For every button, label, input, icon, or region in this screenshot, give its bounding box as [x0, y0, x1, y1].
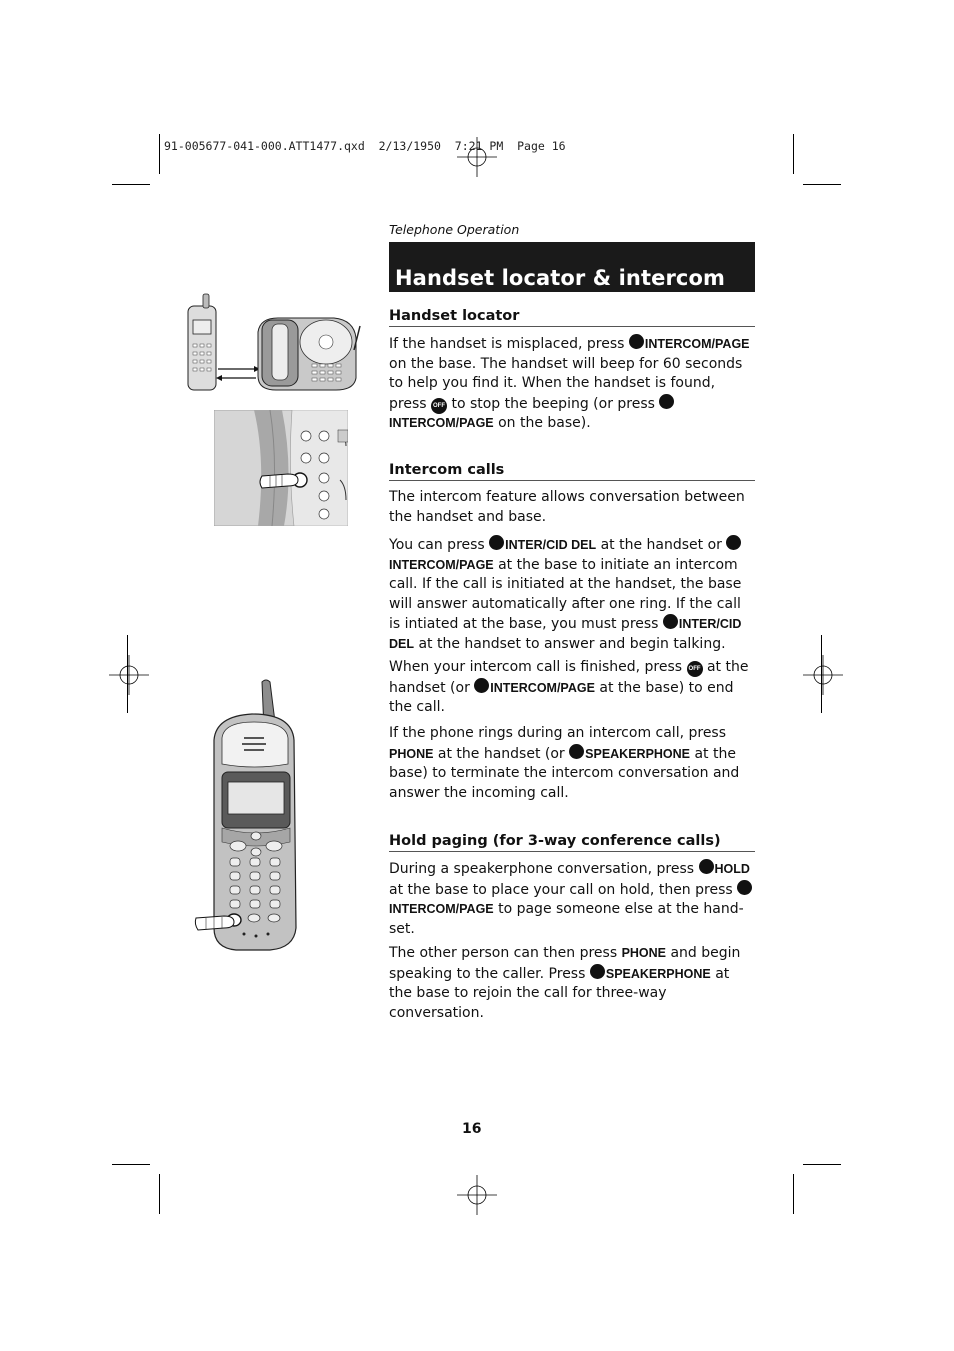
button-bullet-icon — [489, 535, 504, 550]
button-bullet-icon — [737, 880, 752, 895]
crop-mark — [127, 635, 128, 713]
button-bullet-icon — [699, 859, 714, 874]
handset-closeup-illustration — [192, 678, 304, 954]
crop-mark — [159, 134, 160, 174]
page-number: 16 — [462, 1121, 482, 1137]
registration-mark-left — [109, 655, 149, 695]
print-slug: 91-005677-041-000.ATT1477.qxd 2/13/1950 7:21 PM Page 16 — [164, 139, 566, 153]
button-bullet-icon — [629, 334, 644, 349]
handset-and-base-illustration — [186, 292, 362, 396]
hold-paragraph-1: During a speakerphone conversation, press HOLD at the base to place your call on hold, then press INTERCOM/PAGE to page someone else at the hand-set. — [389, 859, 755, 939]
crop-mark — [793, 134, 794, 174]
crop-mark — [803, 184, 841, 185]
crop-mark — [112, 184, 150, 185]
hold-paragraph-2: The other person can then press PHONE and begin speaking to the caller. Press SPEAKERPHONE at the base to rejoin the call for three-way conversation. — [389, 945, 741, 1021]
registration-mark-right — [803, 655, 843, 695]
section-label: Telephone Operation — [389, 222, 520, 237]
intercom-paragraph-4: If the phone rings during an intercom call, press PHONE at the handset (or SPEAKERPHONE at the base) to terminate the intercom conversation and answer the incoming call. — [389, 725, 740, 801]
crop-mark — [793, 1174, 794, 1214]
button-bullet-icon — [726, 535, 741, 550]
locator-paragraph: If the handset is misplaced, press INTERCOM/PAGE on the base. The handset will beep for 60 seconds to help you find it. When the handset is found, press OFF to stop the beeping (or press INTERCOM/PAGE on the base). — [389, 336, 750, 431]
crop-mark — [112, 1164, 150, 1165]
hold-heading: Hold paging (for 3-way conference calls) — [389, 833, 755, 852]
button-bullet-icon — [659, 394, 674, 409]
locator-heading: Handset locator — [389, 308, 755, 327]
page-title-bar — [389, 242, 755, 292]
intercom-paragraph-3: When your intercom call is finished, press OFF at the handset (or INTERCOM/PAGE at the base) to end the call. — [389, 659, 749, 715]
button-bullet-icon — [474, 678, 489, 693]
crop-mark — [159, 1174, 160, 1214]
off-button-icon: OFF — [687, 661, 703, 677]
intercom-paragraph-1: The intercom feature allows conversation between the handset and base. — [389, 489, 745, 525]
base-closeup-illustration — [214, 410, 348, 526]
intercom-heading: Intercom calls — [389, 462, 755, 481]
crop-mark — [803, 1164, 841, 1165]
crop-mark — [821, 635, 822, 713]
button-bullet-icon — [663, 614, 678, 629]
intercom-paragraph-2: You can press INTER/CID DEL at the handset or INTERCOM/PAGE at the base to initiate an intercom call. If the call is initiated at the handset, the base will answer automatically after one ring. If the call is intiated at the base, you must press INTER/CID DEL at the handset to answer and begin talking. — [389, 537, 742, 652]
button-bullet-icon — [590, 964, 605, 979]
page-title: Handset locator & intercom — [395, 266, 725, 290]
button-bullet-icon — [569, 744, 584, 759]
off-button-icon: OFF — [431, 398, 447, 414]
registration-mark-bottom — [457, 1175, 497, 1215]
